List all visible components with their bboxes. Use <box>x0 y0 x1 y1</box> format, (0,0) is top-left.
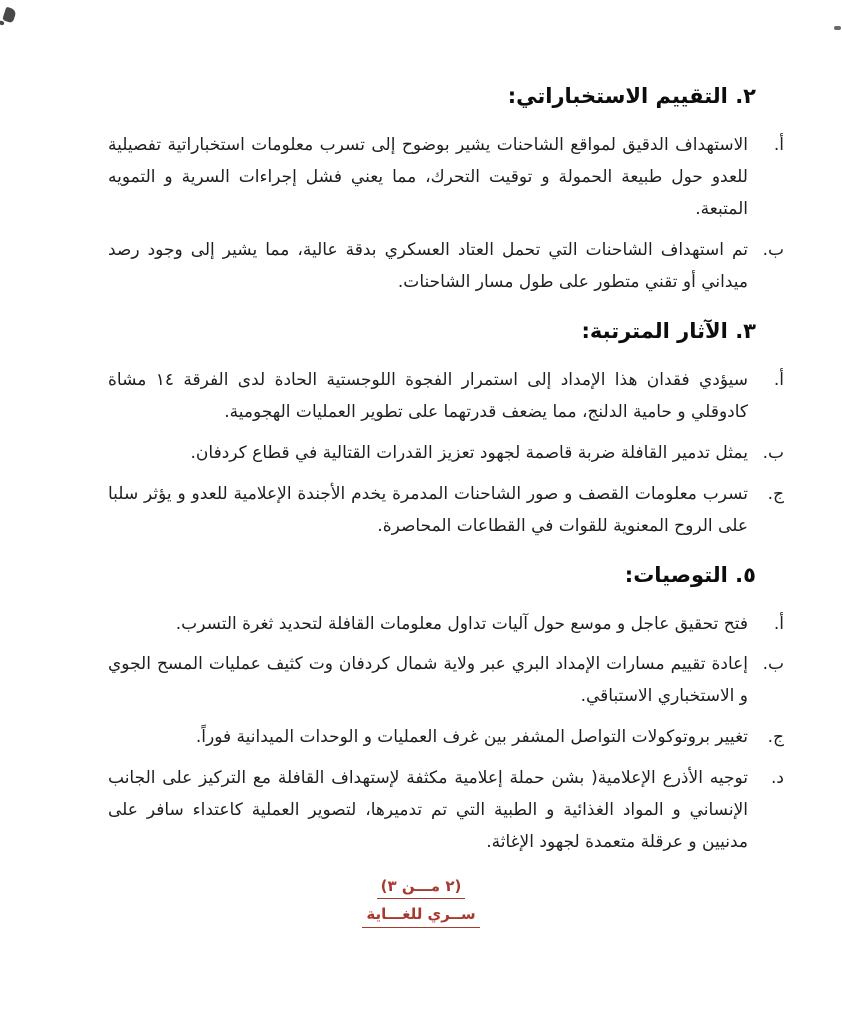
item-marker: أ. <box>773 135 784 155</box>
scan-artifact-top-right <box>834 26 841 30</box>
footer-stack <box>0 876 842 931</box>
section-heading: ٣. الآثار المترتبة: <box>581 318 756 343</box>
item-text: تسرب معلومات القصف و صور الشاحنات المدمرة يخدم الأجندة الإعلامية للعدو و يؤثر سلبا على الروح المعنوية للقوات في القطاعات المحاصرة. <box>108 483 748 536</box>
list-item <box>108 365 784 429</box>
item-marker: د. <box>771 768 784 789</box>
section-resulting-implications <box>108 319 784 543</box>
list-item <box>108 438 784 470</box>
section-items <box>108 609 784 860</box>
item-text: سيؤدي فقدان هذا الإمداد إلى استمرار الفجوة اللوجستية الحادة لدى الفرقة ١٤ مشاة كادوقلي و حامية الدلنج، مما يضعف قدرتهما على تطوير العمليات الهجومية. <box>108 369 748 422</box>
section-recommendations <box>108 563 784 860</box>
list-item <box>108 763 784 859</box>
item-marker: ب. <box>762 654 784 675</box>
item-text: فتح تحقيق عاجل و موسع حول آليات تداول معلومات القافلة لتحديد ثغرة التسرب. <box>175 613 748 634</box>
scan-artifact-top-left <box>2 7 17 24</box>
item-marker: ب. <box>762 239 784 260</box>
item-text: تغيير بروتوكولات التواصل المشفر بين غرف العمليات و الوحدات الميدانية فوراً. <box>195 727 748 748</box>
list-item <box>108 130 784 226</box>
section-intelligence-assessment <box>108 84 784 299</box>
item-marker: ج. <box>767 727 784 748</box>
document-body <box>108 84 784 879</box>
item-marker: ب. <box>762 442 784 463</box>
classification-stamp: ســري للغـــاية <box>362 904 479 927</box>
item-marker: ج. <box>767 483 784 504</box>
section-items <box>108 130 784 299</box>
item-text: تم استهداف الشاحنات التي تحمل العتاد العسكري بدقة عالية، مما يشير إلى وجود رصد ميداني أو تقني متطور على طول مسار الشاحنات. <box>108 239 748 292</box>
list-item <box>108 722 784 754</box>
item-text: يمثل تدمير القافلة ضربة قاصمة لجهود تعزيز القدرات القتالية في قطاع كردفان. <box>190 442 748 463</box>
page-number: (٢ مـــن ٣) <box>377 876 466 899</box>
item-text: توجيه الأذرع الإعلامية( بشن حملة إعلامية مكثفة لإستهداف القافلة مع التركيز على الجانب الإنساني و المواد الغذائية و الطبية التي تم تدميرها، لتصوير العملية كاعتداء سافر على مدنيين و عرقلة متعمدة لجهود الإغاثة. <box>108 768 748 853</box>
item-marker: أ. <box>773 613 784 634</box>
list-item <box>108 649 784 713</box>
item-text: الاستهداف الدقيق لمواقع الشاحنات يشير بوضوح إلى تسرب معلومات استخباراتية تفصيلية للعدو حول طبيعة الحمولة و توقيت التحرك، مما يعني فشل إجراءات السرية و التمويه المتبعة. <box>108 135 748 219</box>
section-items <box>108 365 784 543</box>
item-text: إعادة تقييم مسارات الإمداد البري عبر ولاية شمال كردفان وت كثيف عمليات المسح الجوي و الاستخباري الاستباقي. <box>108 654 748 707</box>
page-footer <box>0 876 842 931</box>
item-marker: أ. <box>773 369 784 390</box>
section-heading: ٥. التوصيات: <box>624 562 756 587</box>
list-item <box>108 609 784 641</box>
list-item <box>108 235 784 299</box>
list-item <box>108 479 784 543</box>
section-heading: ٢. التقييم الاستخباراتي: <box>507 84 756 108</box>
